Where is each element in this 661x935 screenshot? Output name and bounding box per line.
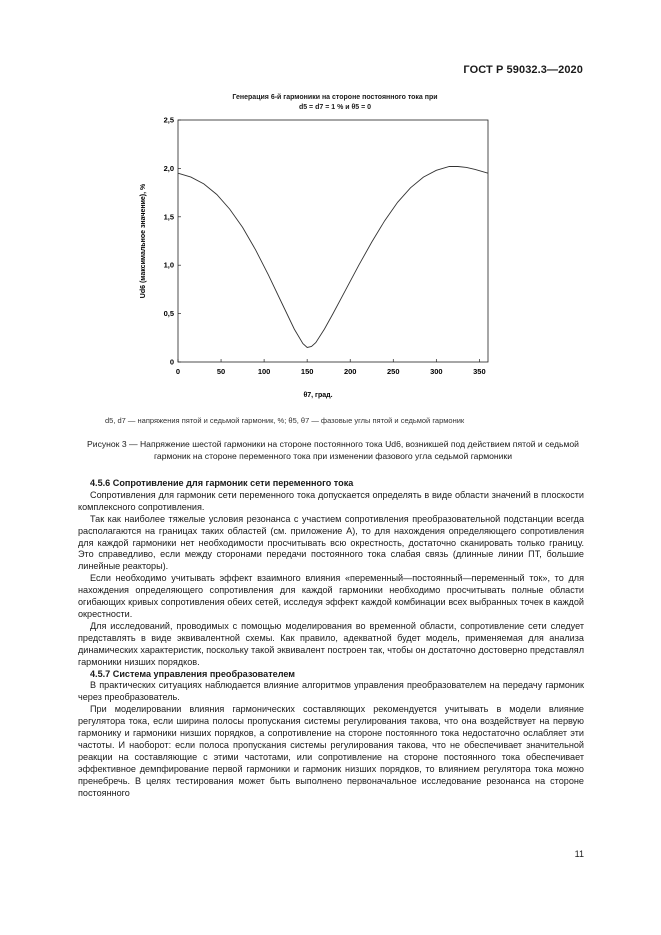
chart-title-line-1: Генерация 6-й гармоники на стороне постоянного тока при [232,94,438,101]
y-tick-label: 1,0 [163,260,174,270]
series-line-ud6 [178,167,488,348]
x-tick-label: 350 [473,367,486,376]
y-tick-label: 1,5 [163,212,174,222]
section-heading-4-5-7: 4.5.7 Система управления преобразователем [90,668,296,679]
page-number: 11 [574,849,584,859]
y-axis-label: Ud6 (максимальное значение), % [140,183,147,299]
paragraph: Сопротивления для гармоник сети переменного тока допускается определять в виде области значений в плоскости комплексного сопротивления. [78,489,584,512]
x-axis-ticks [176,359,486,376]
paragraph: Так как наиболее тяжелые условия резонанса с участием сопротивления преобразовательной подстанции всегда располагаются на границах таких областей (см. приложение А), то для нахождения определяющего сопротивления для каждой гармоники нет необходимости просчитывать всю окрестность, достаточно сканировать только границу. Это справедливо, если между сторонами передачи постоянного тока слабая связь (длинные линии ПТ, большие линейные реакторы). [78,513,584,572]
paragraph: Если необходимо учитывать эффект взаимного влияния «переменный—постоянный—переменный ток», то для нахождения определяющего сопротивления для каждой гармоники необходимо просчитывать полные области огибающих кривых сопротивления обеих сетей, исследуя эффект каждой комбинации всех выбранных точек в каждой окрестности. [78,573,584,619]
x-tick-label: 300 [430,367,443,376]
section-heading-4-5-6: 4.5.6 Сопротивление для гармоник сети переменного тока [90,478,354,488]
x-tick-label: 50 [216,367,226,376]
chart-legend-note: d5, d7 — напряжения пятой и седьмой гармоник, %; θ5, θ7 — фазовые углы пятой и седьмой гармоник [105,416,465,425]
paragraph: Для исследований, проводимых с помощью моделирования во временной области, сопротивление сети следует представлять в виде эквивалентной схемы. Как правило, адекватной будет модель, применяемая для анализа динамических характеристик, поскольку такой эквивалент построен так, чтобы он достаточно достоверно представлял гармоники низших порядков. [78,620,584,667]
paragraph: В практических ситуациях наблюдается влияние алгоритмов управления преобразователем на передачу гармоник через преобразователь. [78,680,584,703]
figure-caption: Рисунок 3 — Напряжение шестой гармоники на стороне постоянного тока Ud6, возникшей под действием пятой и седьмой гармоник на стороне переменного тока при изменении фазового угла седьмой гармоники [87,439,579,461]
plot-area-frame [178,120,488,362]
x-tick-label: 100 [257,367,271,376]
x-tick-label: 150 [300,367,314,376]
document-code: ГОСТ Р 59032.3—2020 [463,64,583,76]
y-tick-label: 2,5 [163,115,174,125]
chart-title-line-2: d5 = d7 = 1 % и θ5 = 0 [298,104,372,111]
x-axis-label: θ7, град. [303,392,333,399]
y-tick-label: 2,0 [163,163,174,173]
y-tick-label: 0 [169,357,174,367]
harmonic-chart [0,0,661,410]
x-tick-label: 250 [387,367,400,376]
y-tick-label: 0,5 [163,309,174,319]
x-tick-label: 200 [343,367,357,376]
paragraph: При моделировании влияния гармонических составляющих рекомендуется учитывать в модели влияние регулятора тока, если ширина полосы пропускания системы регулирования такова, что она воздействует на первую гармонику и гармоники низших порядков, а сопротивление на стороне постоянного тока недостаточно ослабляет эти частоты. И наоборот: если полоса пропускания системы регулирования такова, что не обеспечивает значительной реакции на составляющие с этими частотами, или сопротивление на стороне постоянного тока обеспечивает эффективное демпфирование первой гармоники и гармоник низших порядков, то влиянием регулятора тока можно пренебречь. В целях тестирования может быть выполнено первоначальное исследование резонанса на стороне постоянного [78,704,584,798]
x-tick-label: 0 [175,367,181,376]
body-text [78,478,584,799]
